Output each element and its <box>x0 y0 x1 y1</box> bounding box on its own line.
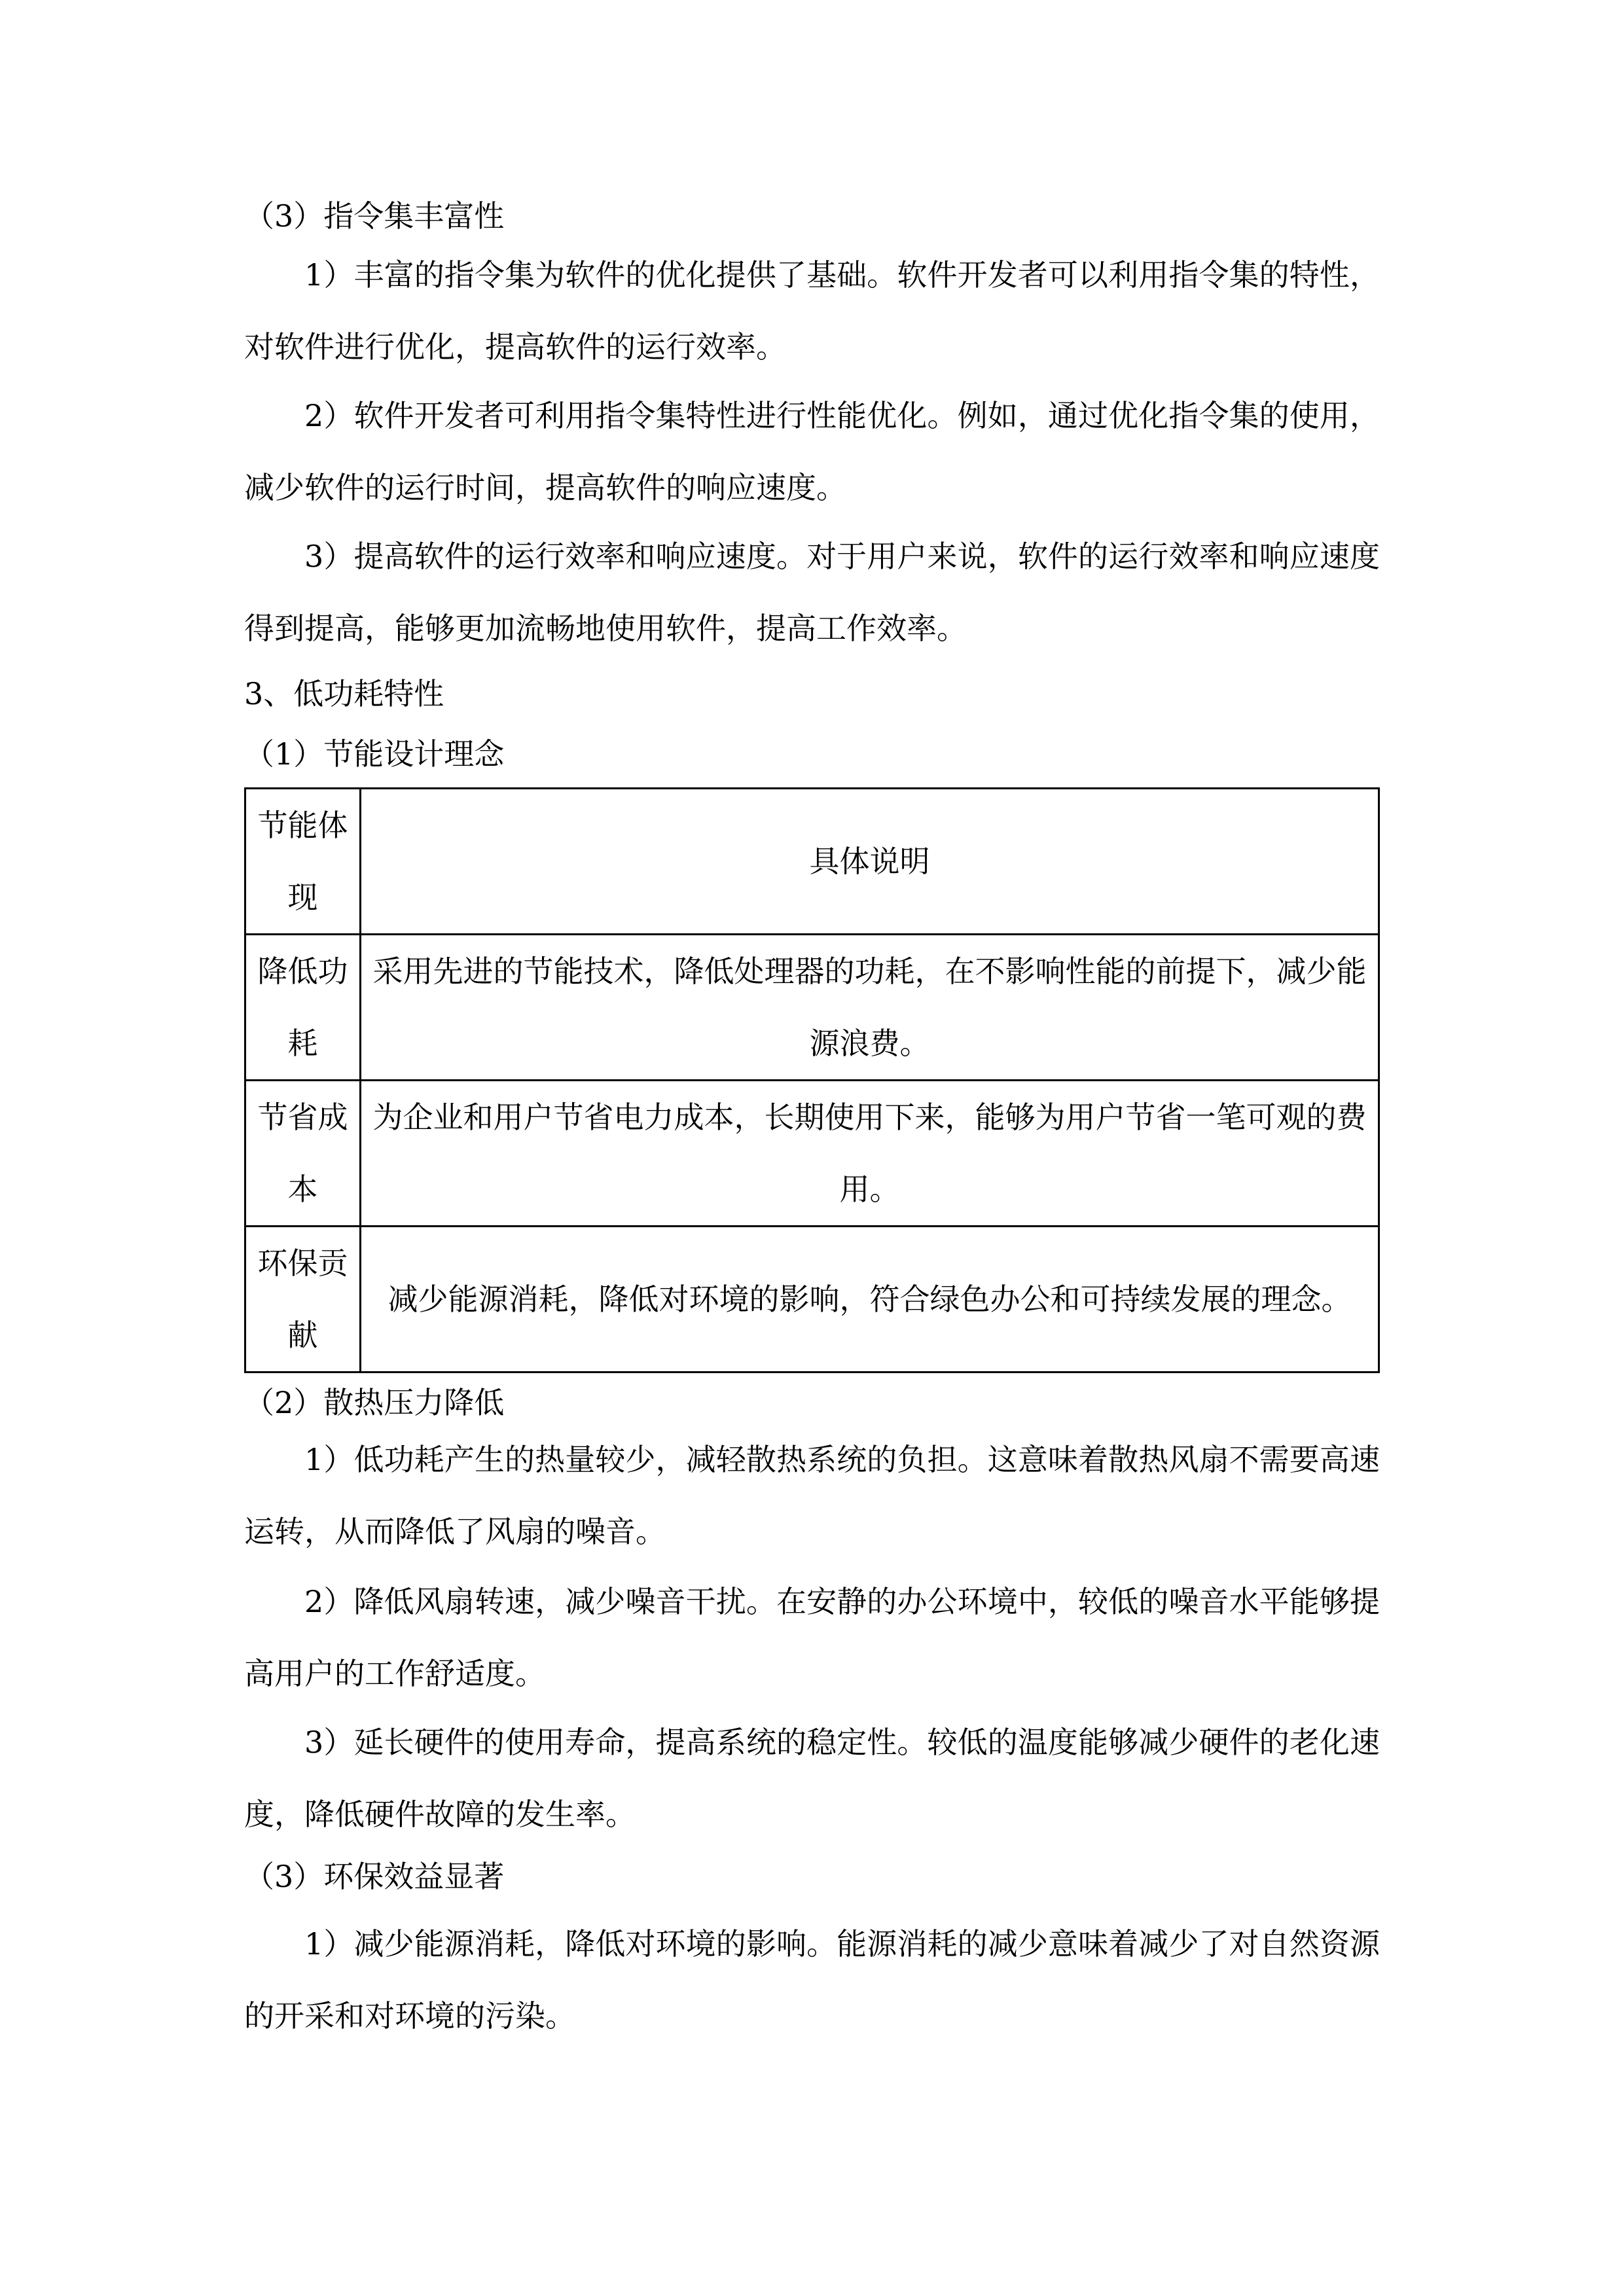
table-cell-description: 为企业和用户节省电力成本，长期使用下来，能够为用户节省一笔可观的费用。 <box>361 1081 1379 1227</box>
table-cell-category: 节省成本 <box>245 1081 361 1227</box>
energy-saving-table <box>244 787 1380 1373</box>
table-cell-description: 采用先进的节能技术，降低处理器的功耗，在不影响性能的前提下，减少能源浪费。 <box>361 935 1379 1081</box>
heading-instruction-set-richness: （3）指令集丰富性 <box>244 198 505 234</box>
paragraph-environment-1: 1）减少能源消耗，降低对环境的影响。能源消耗的减少意味着减少了对自然资源的开采和对环境的污染。 <box>244 1926 1380 2034</box>
paragraph-instruction-set-1: 1）丰富的指令集为软件的优化提供了基础。软件开发者可以利用指令集的特性，对软件进行优化，提高软件的运行效率。 <box>244 257 1380 365</box>
table-cell-description: 减少能源消耗，降低对环境的影响，符合绿色办公和可持续发展的理念。 <box>361 1227 1379 1372</box>
paragraph-heat-3: 3）延长硬件的使用寿命，提高系统的稳定性。较低的温度能够减少硬件的老化速度，降低硬件故障的发生率。 <box>244 1725 1380 1832</box>
table-row <box>245 1227 1379 1372</box>
paragraph-heat-1: 1）低功耗产生的热量较少，减轻散热系统的负担。这意味着散热风扇不需要高速运转，从而降低了风扇的噪音。 <box>244 1442 1380 1549</box>
table-cell-category: 降低功耗 <box>245 935 361 1081</box>
table-header-category: 节能体现 <box>245 789 361 935</box>
paragraph-instruction-set-2: 2）软件开发者可利用指令集特性进行性能优化。例如，通过优化指令集的使用，减少软件的运行时间，提高软件的响应速度。 <box>244 398 1380 505</box>
table-header-description: 具体说明 <box>361 789 1379 935</box>
heading-environmental-benefits: （3）环保效益显著 <box>244 1859 505 1894</box>
heading-heat-dissipation: （2）散热压力降低 <box>244 1385 505 1420</box>
heading-low-power: 3、低功耗特性 <box>244 676 444 711</box>
heading-energy-saving-design: （1）节能设计理念 <box>244 736 505 772</box>
table-cell-category: 环保贡献 <box>245 1227 361 1372</box>
paragraph-instruction-set-3: 3）提高软件的运行效率和响应速度。对于用户来说，软件的运行效率和响应速度得到提高，能够更加流畅地使用软件，提高工作效率。 <box>244 539 1380 646</box>
table-row <box>245 935 1379 1081</box>
table-row <box>245 1081 1379 1227</box>
table-header-row <box>245 789 1379 935</box>
paragraph-heat-2: 2）降低风扇转速，减少噪音干扰。在安静的办公环境中，较低的噪音水平能够提高用户的工作舒适度。 <box>244 1584 1380 1691</box>
